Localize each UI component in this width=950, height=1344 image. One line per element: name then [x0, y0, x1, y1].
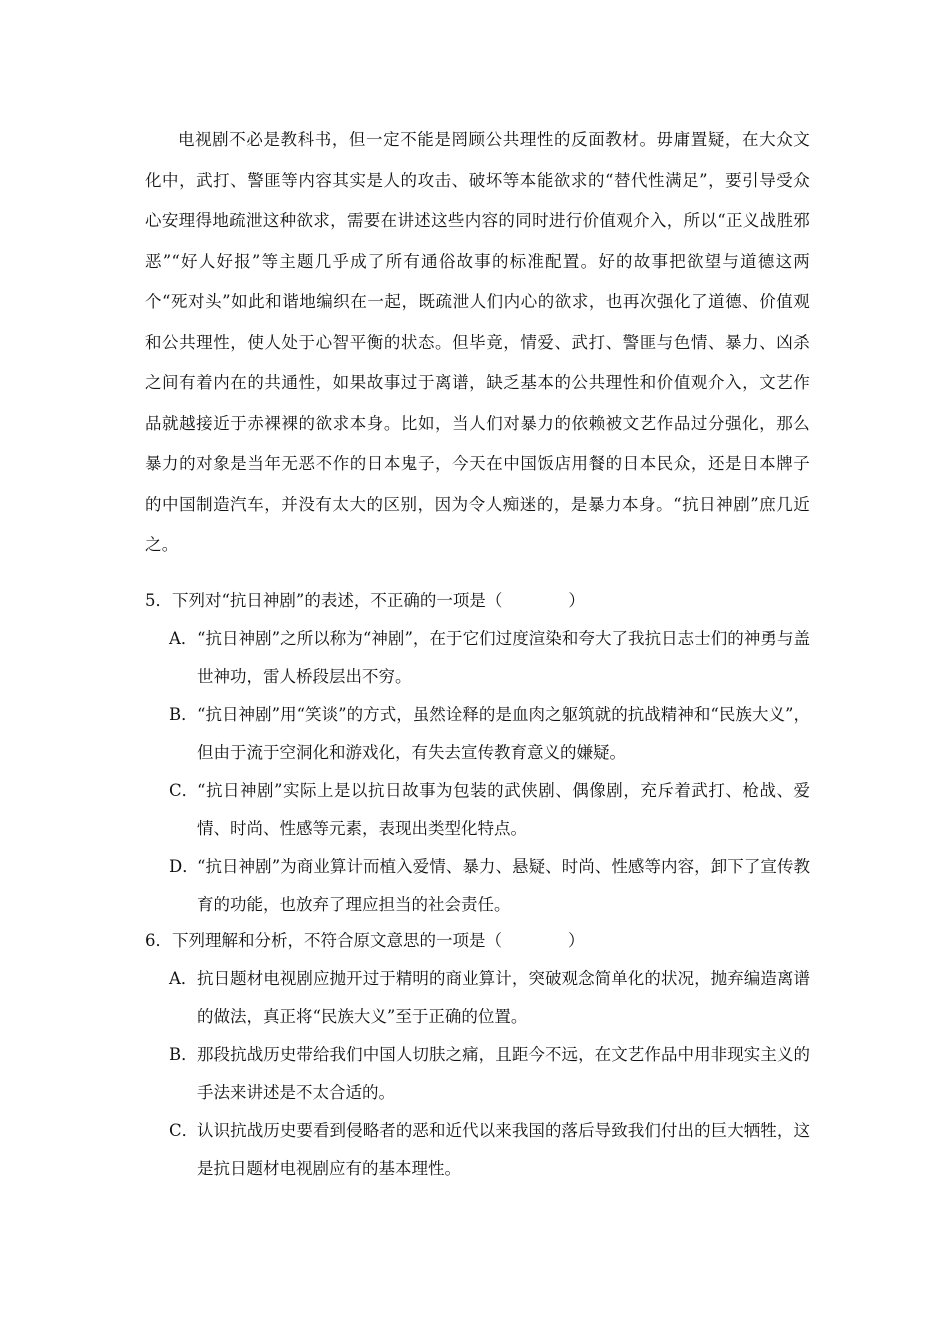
option-text: “抗日神剧”实际上是以抗日故事为包装的武侠剧、偶像剧，充斥着武打、枪战、爱情、时尚、性感等元素，表现出类型化特点。 [197, 781, 810, 838]
option-letter: A． [169, 629, 198, 648]
option-c [145, 1112, 810, 1188]
option-letter: A． [169, 969, 198, 988]
question-stem: 6．下列理解和分析，不符合原文意思的一项是（ ） [145, 931, 585, 950]
option-d [145, 848, 810, 924]
option-b [145, 1036, 810, 1112]
option-b [145, 696, 810, 772]
option-text: “抗日神剧”之所以称为“神剧”，在于它们过度渲染和夸大了我抗日志士们的神勇与盖世神功，雷人桥段层出不穷。 [197, 629, 810, 686]
option-letter: B． [169, 1045, 198, 1064]
question-5 [145, 582, 810, 924]
option-text: 抗日题材电视剧应抛开过于精明的商业算计，突破观念简单化的状况，抛弃编造离谱的做法，真正将“民族大义”至于正确的位置。 [197, 969, 810, 1026]
option-letter: C． [169, 781, 199, 800]
reading-passage: 电视剧不必是教科书，但一定不能是罔顾公共理性的反面教材。毋庸置疑，在大众文化中，武打、警匪等内容其实是人的攻击、破坏等本能欲求的“替代性满足”，要引导受众心安理得地疏泄这种欲求，需要在讲述这些内容的同时进行价值观介入，所以“正义战胜邪恶”“好人好报”等主题几乎成了所有通俗故事的标准配置。好的故事把欲望与道德这两个“死对头”如此和谐地编织在一起，既疏泄人们内心的欲求，也再次强化了道德、价值观和公共理性，使人处于心智平衡的状态。但毕竟，情爱、武打、警匪与色情、暴力、凶杀之间有着内在的共通性，如果故事过于离谱，缺乏基本的公共理性和价值观介入，文艺作品就越接近于赤裸裸的欲求本身。比如，当人们对暴力的依赖被文艺作品过分强化，那么暴力的对象是当年无恶不作的日本鬼子，今天在中国饭店用餐的日本民众，还是日本牌子的中国制造汽车，并没有太大的区别，因为令人痴迷的，是暴力本身。“抗日神剧”庶几近之。 [145, 130, 810, 554]
option-c [145, 772, 810, 848]
option-text: “抗日神剧”用“笑谈”的方式，虽然诠释的是血肉之躯筑就的抗战精神和“民族大义”，但由于流于空洞化和游戏化，有失去宣传教育意义的嫌疑。 [197, 705, 810, 762]
option-a [145, 620, 810, 696]
option-text: 那段抗战历史带给我们中国人切肤之痛，且距今不远，在文艺作品中用非现实主义的手法来讲述是不太合适的。 [197, 1045, 810, 1102]
option-text: “抗日神剧”为商业算计而植入爱情、暴力、悬疑、时尚、性感等内容，卸下了宣传教育的功能，也放弃了理应担当的社会责任。 [197, 857, 810, 914]
option-letter: C． [169, 1121, 199, 1140]
option-text: 认识抗战历史要看到侵略者的恶和近代以来我国的落后导致我们付出的巨大牺牲，这是抗日题材电视剧应有的基本理性。 [197, 1121, 810, 1178]
question-stem: 5．下列对“抗日神剧”的表述，不正确的一项是（ ） [145, 591, 585, 610]
option-a [145, 960, 810, 1036]
option-letter: D． [169, 857, 199, 876]
option-letter: B． [169, 705, 198, 724]
question-6 [145, 922, 810, 1188]
